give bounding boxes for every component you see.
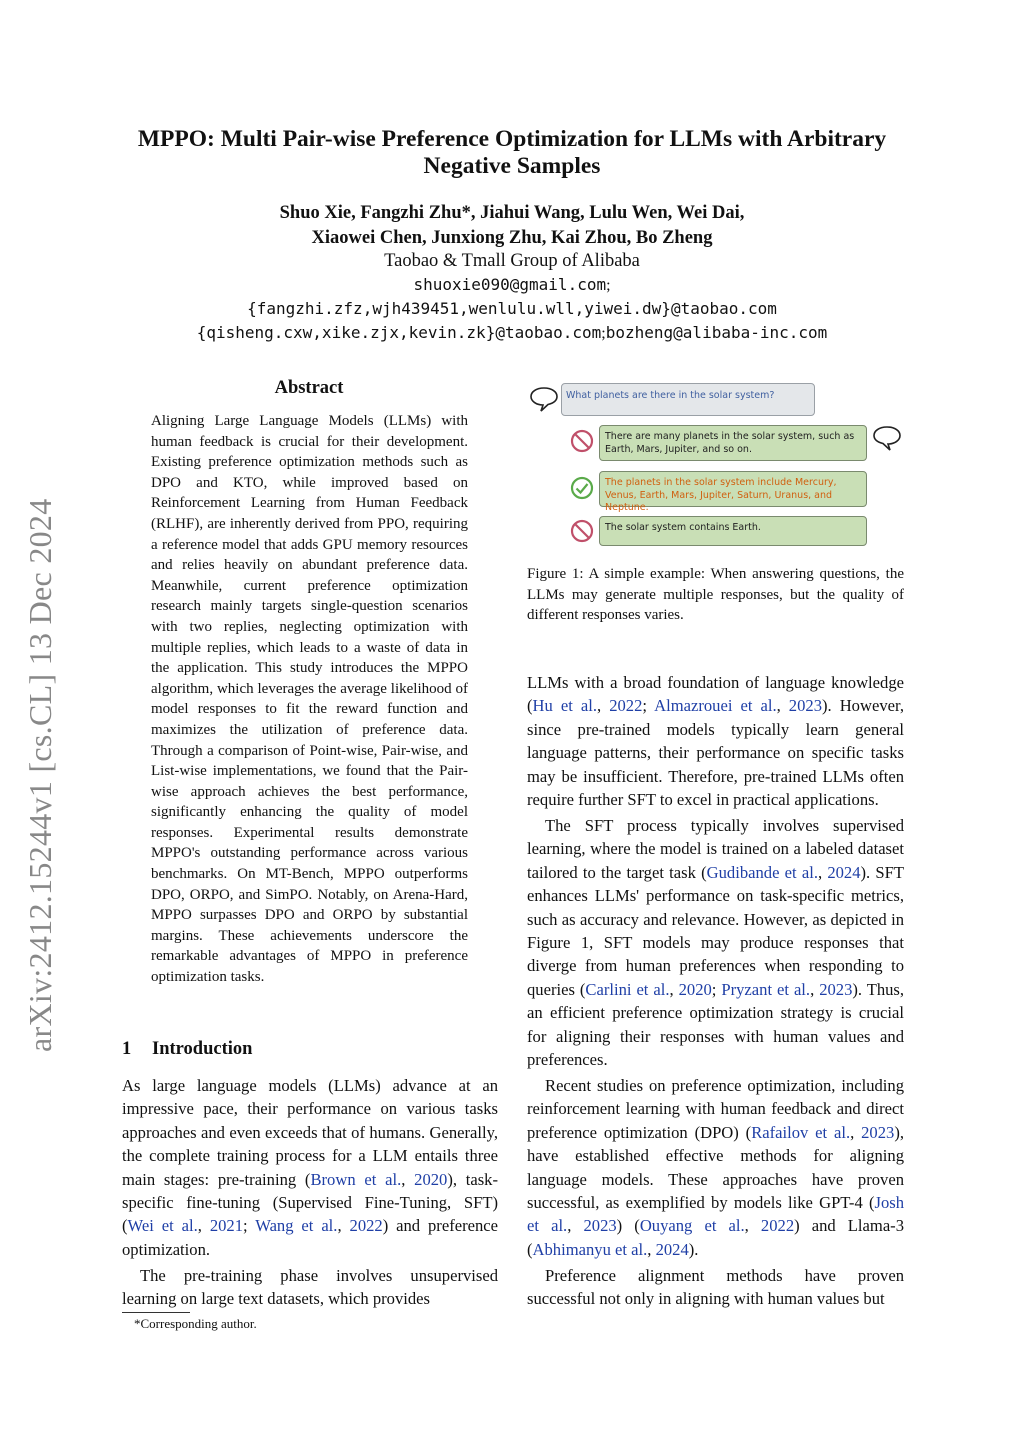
figure-caption: Figure 1: A simple example: When answering questions, the LLMs may generate multiple responses, but the quality of different responses varies. [527,566,904,624]
citation-link[interactable]: Rafailov et al., 2023 [751,1122,895,1142]
citation-link[interactable]: Hu et al., 2022 [532,696,643,716]
authors-line-1: Shuo Xie, Fangzhi Zhu*, Jiahui Wang, Lulu Wen, Wei Dai, [279,203,745,223]
email-3a: {qisheng.cxw,xike.zjx,kevin.zk}@taobao.com [196,323,602,342]
response-box-2: The planets in the solar system include Mercury, Venus, Earth, Mars, Jupiter, Saturn, Uranus, and Neptune. [599,471,867,507]
text-run: As large language models (LLMs) advance at an impressive pace, their performance on various tasks approaches and even exceeds that of humans. Generally, the complete training process for a LLM entails three main stages: pre-training ( [122,1076,498,1189]
right-paragraph-1: LLMs with a broad foundation of language knowledge (Hu et al., 2022; Almazrouei et al., 2023). However, since pre-trained models typically learn general language patterns, their performance on specific tasks may be insufficient. Therefore, pre-trained LLMs often require further SFT to excel in practical applications. [527,673,904,810]
email-separator: ; [601,325,606,342]
intro-left-column [122,1074,498,1313]
citation-link[interactable]: Gudibande et al., 2024 [706,862,861,882]
text-run: ; [243,1216,256,1236]
intro-paragraph-1 [122,1074,498,1261]
answer-speech-bubble-icon [872,424,902,457]
abstract-text: Aligning Large Language Models (LLMs) with human feedback is crucial for their development. Existing preference optimization methods such as DPO and KTO, while improved based on Reinforcement Learning from Human Feedback (RLHF), are inherently derived from PPO, requiring a reference model that adds GPU memory resources and relies heavily on abundant preference data. Meanwhile, current preference optimization research mainly targets single-question scenarios with two replies, neglecting optimization with multiple replies, which leads to a waste of data in the application. This study introduces the MPPO algorithm, which leverages the average likelihood of model responses to fit the reward function and maximizes the utilization of preference data. Through a comparison of Point-wise, Pair-wise, and List-wise implementations, we found that the Pair-wise approach achieves the best performance, significantly enhancing the quality of model responses. Experimental results demonstrate MPPO's outstanding performance across various benchmarks. On MT-Bench, MPPO outperforms DPO, ORPO, and SimPO. Notably, on Arena-Hard, MPPO surpasses DPO and ORPO by substantial margins. These achievements underscore the remarkable advantages of MPPO in preference optimization tasks. [151,413,468,986]
text-run: ) and preference optimization. [122,1216,498,1259]
title-line-1: MPPO: Multi Pair-wise Preference Optimization for LLMs with Arbitrary [137,126,887,152]
check-circle-icon [569,475,595,506]
email-separator: ; [606,277,611,294]
right-paragraph-2: The SFT process typically involves supervised learning, where the model is trained on a labeled dataset tailored to the target task (Gudibande et al., 2024). SFT enhances LLMs' performance on task-specific metrics, such as accuracy and relevance. However, as depicted in Figure 1, SFT models may produce responses that diverge from human preferences when responding to queries (Carlini et al., 2020; Pryzant et al., 2023). Thus, an efficient preference optimization strategy is crucial for aligning their responses with human values and preferences. [527,815,905,1069]
citation-link[interactable]: Pryzant et al., 2023 [721,979,853,999]
question-speech-bubble-icon [529,385,559,418]
title-line-2: Negative Samples [423,153,601,179]
section-number: 1 [122,1039,132,1059]
prohibited-icon [569,428,595,459]
email-line-2: {fangzhi.zfz,wjh439451,wenlulu.wll,yiwei.dw}@taobao.com [247,299,777,318]
intro-right-column [527,671,904,1313]
section-title: Introduction [152,1039,253,1059]
citation-link[interactable]: Wei et al., 2021 [127,1216,244,1236]
intro-paragraph-2: The pre-training phase involves unsupervised learning on large text datasets, which provides [122,1265,498,1309]
question-box: What planets are there in the solar system? [561,383,815,416]
citation-link[interactable]: Wang et al., 2022 [255,1216,383,1236]
arxiv-identifier: arXiv:2412.15244v1 [cs.CL] 13 Dec 2024 [22,498,58,1052]
authors-line-2: Xiaowei Chen, Junxiong Zhu, Kai Zhou, Bo Zheng [311,227,713,248]
response-box-1: There are many planets in the solar system, such as Earth, Mars, Jupiter, and so on. [599,425,867,461]
right-paragraph-3: Recent studies on preference optimization, including reinforcement learning with human feedback and direct preference optimization (DPO) (Rafailov et al., 2023), have established effective methods for aligning language models. These approaches have proven successful, as exemplified by models like GPT-4 (Josh et al., 2023) (Ouyang et al., 2022) and Llama-3 (Abhimanyu et al., 2024). [527,1075,905,1259]
paper-title [110,126,914,180]
email-line-1 [110,273,914,298]
abstract-heading: Abstract [274,378,344,398]
citation-link[interactable]: Abhimanyu et al., 2024 [532,1239,689,1259]
author-list [110,201,914,250]
email-3b: bozheng@alibaba-inc.com [605,323,828,342]
footnote: *Corresponding author. [134,1316,257,1331]
footnote-rule [122,1312,190,1313]
citation-link[interactable]: Almazrouei et al., 2023 [654,696,822,716]
citation-link[interactable]: Ouyang et al., 2022 [639,1216,795,1236]
citation-link[interactable]: Josh et al., 2023 [527,1192,904,1236]
right-paragraph-4: Preference alignment methods have proven successful not only in aligning with human values but [527,1265,904,1309]
email-line-3 [110,321,914,346]
affiliation: Taobao & Tmall Group of Alibaba [384,251,640,271]
response-box-3: The solar system contains Earth. [599,516,867,546]
prohibited-icon [569,518,595,549]
citation-link[interactable]: Brown et al., 2020 [310,1169,448,1189]
citation-link[interactable]: Carlini et al., 2020 [585,979,712,999]
email-1: shuoxie090@gmail.com [413,275,607,294]
section-heading [122,1039,252,1060]
text-run: ), task-specific fine-tuning (Supervised Fine-Tuning, SFT) ( [122,1169,499,1236]
